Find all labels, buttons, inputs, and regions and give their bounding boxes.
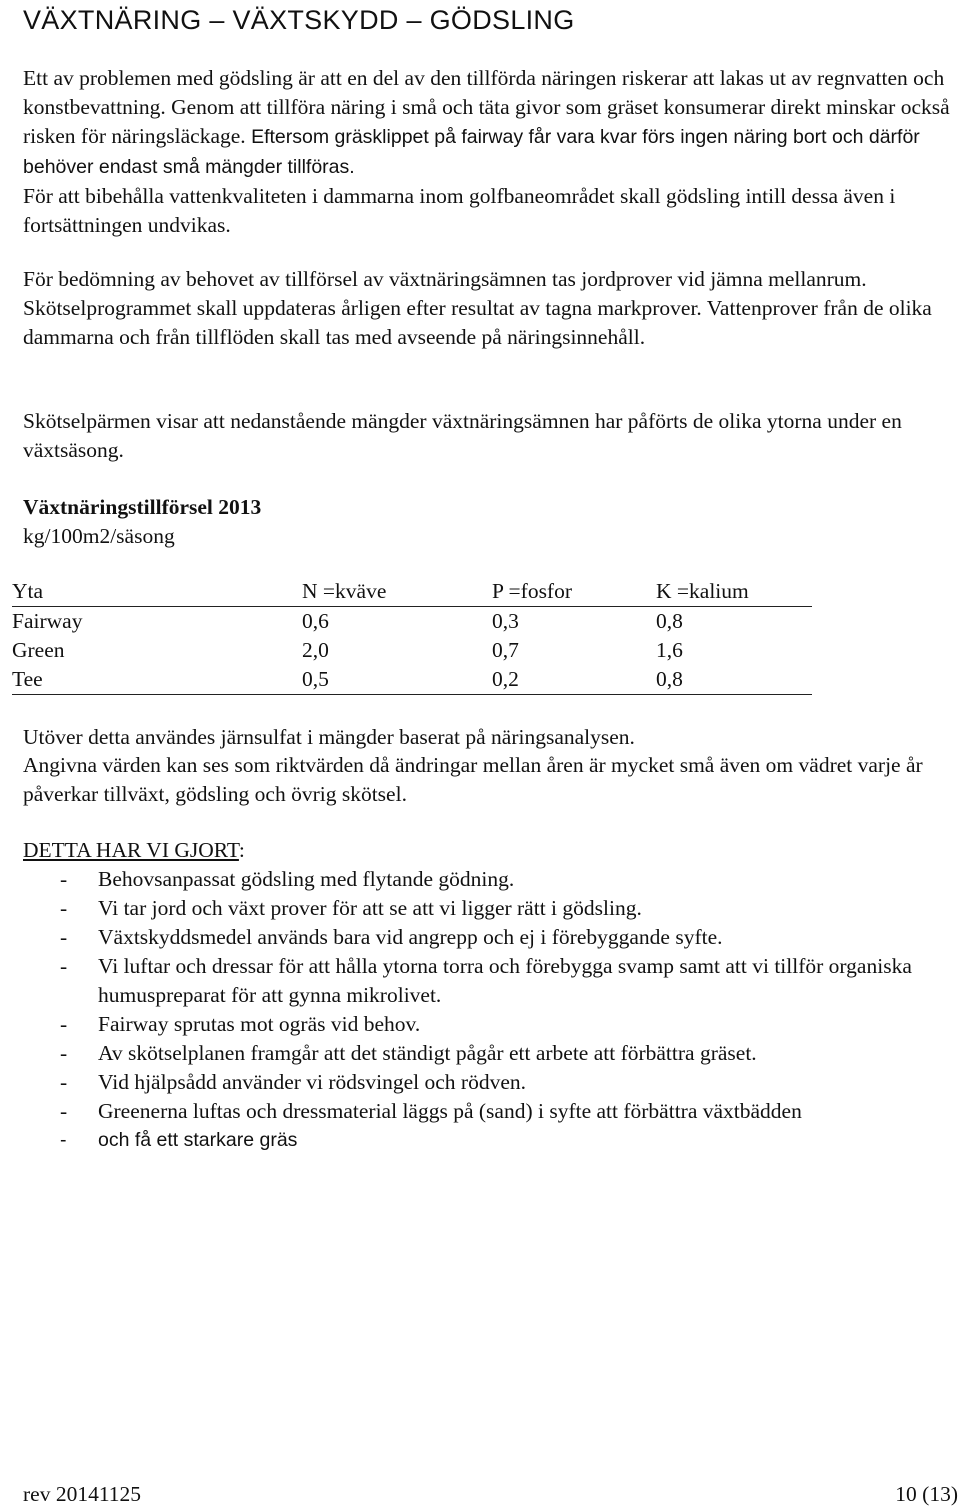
list-dash: -: [60, 1012, 68, 1036]
cell-potassium: 0,8: [656, 667, 683, 691]
table-header-row: [12, 577, 812, 607]
list-item-text: Greenerna luftas och dressmaterial läggs på (sand) i syfte att förbättra växtbädden: [98, 1099, 802, 1123]
done-section-title: [23, 836, 245, 865]
list-dash: -: [60, 1099, 68, 1123]
list-item-text: Växtskyddsmedel används bara vid angrepp och ej i förebyggande syfte.: [98, 925, 723, 949]
nutrient-table-heading: Växtnäringstillförsel 2013: [23, 495, 262, 519]
list-item-text: Behovsanpassat gödsling med flytande gödning.: [98, 867, 515, 891]
cell-potassium: 1,6: [656, 638, 683, 662]
iron-sulfate-note: Utöver detta användes järnsulfat i mängder baserat på näringsanalysen.: [23, 725, 635, 749]
guideline-note: Angivna värden kan ses som riktvärden då ändringar mellan åren är mycket små även om vädret varje år påverkar tillväxt, gödsling och övrig skötsel.: [23, 753, 923, 806]
list-item-text: Vi tar jord och växt prover för att se att vi ligger rätt i gödsling.: [98, 896, 642, 920]
care-folder-paragraph: Skötselpärmen visar att nedanstående mängder växtnäringsämnen har påförts de olika ytorna under en växtsäsong.: [23, 409, 902, 462]
nutrient-table: [12, 577, 812, 695]
list-dash: -: [60, 954, 68, 978]
list-item: [23, 1010, 953, 1039]
cell-area: Tee: [12, 667, 43, 691]
cell-nitrogen: 0,5: [302, 667, 329, 691]
cell-potassium: 0,8: [656, 609, 683, 633]
list-item-text: Fairway sprutas mot ogräs vid behov.: [98, 1012, 421, 1036]
footer-revision: rev 20141125: [23, 1482, 142, 1506]
list-item: [23, 1039, 953, 1068]
done-list: [23, 865, 953, 1155]
list-item: [23, 1126, 953, 1155]
cell-area: Fairway: [12, 609, 83, 633]
list-item: [23, 894, 953, 923]
cell-nitrogen: 0,6: [302, 609, 329, 633]
intro-paragraph: [23, 64, 953, 240]
list-item: [23, 952, 953, 1010]
list-dash: -: [60, 1041, 68, 1065]
intro-sentence-clippings: Eftersom gräsklippet på fairway får vara kvar förs ingen näring bort och därför behöver endast små mängder tillföras.: [23, 126, 920, 178]
header-potassium: K =kalium: [656, 579, 749, 603]
list-item: [23, 1097, 953, 1126]
header-nitrogen: N =kväve: [302, 579, 387, 603]
cell-phosphorus: 0,7: [492, 638, 519, 662]
list-item-text: Vi luftar och dressar för att hålla ytorna torra och förebygga svamp samt att vi tillför organiska humuspreparat för att gynna mikrolivet.: [98, 954, 912, 1007]
list-dash: -: [60, 867, 68, 891]
header-phosphorus: P =fosfor: [492, 579, 573, 603]
header-area: Yta: [12, 579, 44, 603]
footer-page-number: 10 (13): [895, 1482, 958, 1506]
list-dash: -: [60, 1129, 67, 1151]
list-dash: -: [60, 925, 68, 949]
nutrient-table-unit: kg/100m2/säsong: [23, 524, 175, 548]
table-row: [12, 607, 812, 637]
list-item-text: Av skötselplanen framgår att det ständigt pågår ett arbete att förbättra gräset.: [98, 1041, 757, 1065]
done-title-colon: :: [238, 838, 245, 862]
list-dash: -: [60, 1070, 68, 1094]
list-item-text: och få ett starkare gräs: [98, 1129, 298, 1151]
nutrient-table-title: [23, 493, 261, 551]
intro-sentence-ponds: För att bibehålla vattenkvaliteten i dammarna inom golfbaneområdet skall gödsling intill dessa även i fortsättningen undvikas.: [23, 184, 896, 237]
intro-sentence-leaching: Ett av problemen med gödsling är att en del av den tillförda näringen riskerar att lakas ut av regnvatten och konstbevattning. Genom att tillföra näring i små och täta givor som gräset konsumerar direkt minskar också risken för näringsläckage.: [23, 66, 950, 148]
list-item: [23, 865, 953, 894]
list-item: [23, 1068, 953, 1097]
list-item-text: Vid hjälpsådd använder vi rödsvingel och rödven.: [98, 1070, 527, 1094]
page-heading: VÄXTNÄRING – VÄXTSKYDD – GÖDSLING: [23, 5, 575, 35]
cell-area: Green: [12, 638, 65, 662]
soil-sampling-paragraph: För bedömning av behovet av tillförsel av växtnäringsämnen tas jordprover vid jämna mellanrum. Skötselprogrammet skall uppdateras årligen efter resultat av tagna markprover. Vattenprover från de olika dammarna och från tillflöden skall tas med avseende på näringsinnehåll.: [23, 267, 932, 349]
cell-phosphorus: 0,3: [492, 609, 519, 633]
table-row: [12, 636, 812, 665]
list-dash: -: [60, 896, 68, 920]
list-item: [23, 923, 953, 952]
done-title-text: DETTA HAR VI GJORT: [23, 838, 239, 862]
table-row: [12, 665, 812, 695]
cell-nitrogen: 2,0: [302, 638, 329, 662]
cell-phosphorus: 0,2: [492, 667, 519, 691]
